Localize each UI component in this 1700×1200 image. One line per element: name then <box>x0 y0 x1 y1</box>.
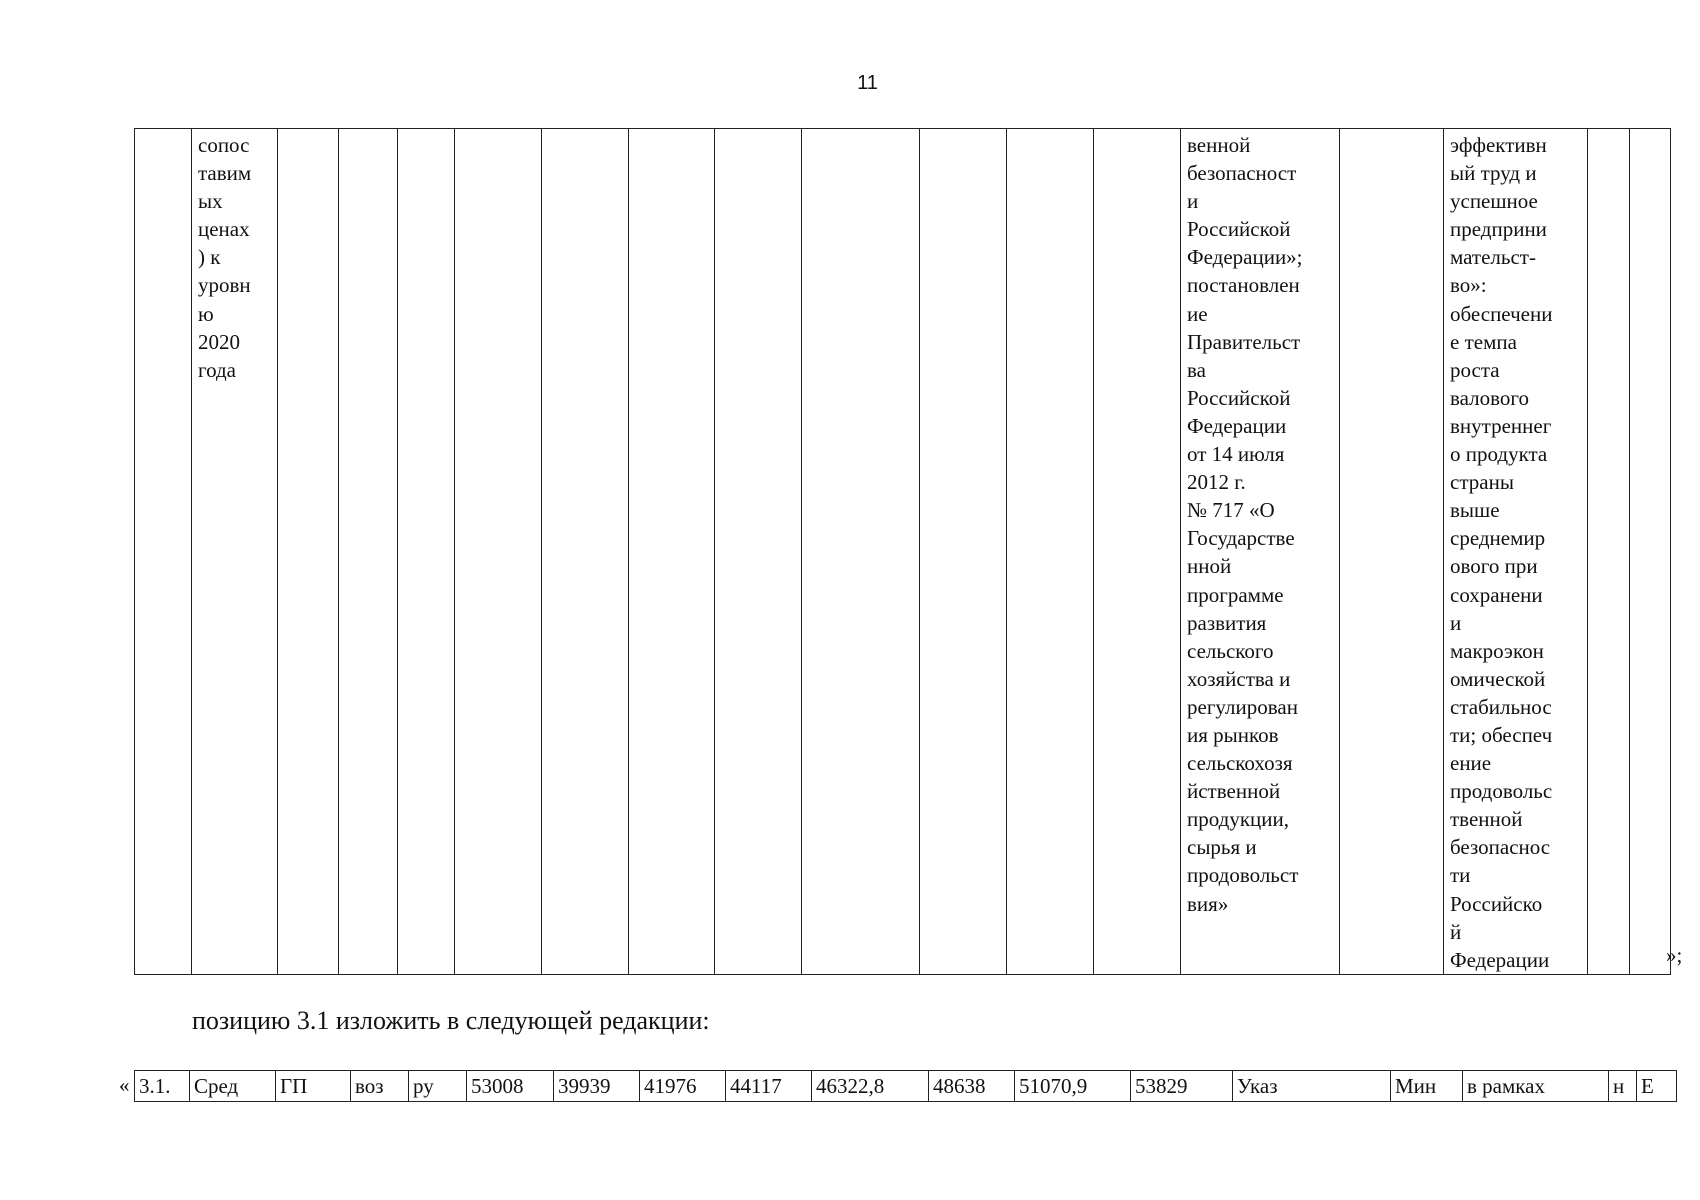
cell-line: ового при <box>1450 554 1538 579</box>
cell-line: стабильнос <box>1450 694 1552 719</box>
cell-line: безопасност <box>1187 161 1297 186</box>
cell-line: йственной <box>1187 779 1281 804</box>
table-cell <box>1630 129 1671 975</box>
cell-legal-basis: Указ <box>1233 1071 1391 1102</box>
cell-line: развития <box>1187 610 1267 635</box>
cell-line: и <box>1187 189 1199 214</box>
cell-value: 44117 <box>726 1071 812 1102</box>
cell-extra: Е <box>1637 1071 1677 1102</box>
cell-text-legal-basis <box>1181 129 1339 918</box>
cell-line: продовольст <box>1187 863 1299 888</box>
cell-line: уровн <box>198 273 251 298</box>
cell-line: продукции, <box>1187 807 1289 832</box>
cell-line: вия» <box>1187 891 1229 916</box>
cell-text-goal <box>1444 129 1587 974</box>
cell-text-indicator <box>192 129 277 384</box>
cell-line: венной <box>1187 133 1251 157</box>
cell-line: продовольс <box>1450 779 1553 804</box>
cell-line: 2012 г. <box>1187 470 1246 495</box>
cell-line: от 14 июля <box>1187 442 1285 467</box>
table-cell <box>920 129 1007 975</box>
cell-line: е темпа <box>1450 329 1517 354</box>
cell-line: Федерации»; <box>1187 245 1303 270</box>
table-cell <box>1588 129 1630 975</box>
cell-line: и <box>1450 610 1462 635</box>
cell-line: года <box>198 357 236 382</box>
table-cell <box>455 129 542 975</box>
cell-line: сельскохозя <box>1187 751 1293 776</box>
cell-value: 39939 <box>554 1071 640 1102</box>
table-cell <box>278 129 339 975</box>
cell-line: ю <box>198 301 214 326</box>
cell-line: Российско <box>1450 891 1543 916</box>
table-cell-legal-basis <box>1181 129 1340 975</box>
cell-goal-text: в рамках <box>1467 1074 1545 1098</box>
cell-value: 41976 <box>640 1071 726 1102</box>
opening-quote: « <box>119 1073 130 1097</box>
cell-direction: воз <box>351 1071 409 1102</box>
cell-line: безопаснос <box>1450 835 1551 860</box>
table-cell <box>802 129 920 975</box>
cell-indicator: Сред <box>190 1071 276 1102</box>
cell-line: внутреннег <box>1450 413 1552 438</box>
table-cell-goal <box>1444 129 1588 975</box>
cell-line: твенной <box>1450 807 1523 832</box>
cell-line: тавим <box>198 161 252 186</box>
table-cell <box>629 129 715 975</box>
cell-line: й <box>1450 919 1462 944</box>
cell-responsible: Мин <box>1391 1071 1463 1102</box>
cell-line: среднемир <box>1450 526 1546 551</box>
cell-number: 3.1. <box>135 1071 190 1102</box>
cell-line: ценах <box>198 217 250 242</box>
cell-line: успешное <box>1450 189 1538 214</box>
table-row <box>135 129 1671 975</box>
cell-line: страны <box>1450 470 1514 495</box>
cell-line: ение <box>1450 751 1492 776</box>
cell-line: мательст- <box>1450 245 1536 270</box>
cell-line: валового <box>1450 385 1529 410</box>
cell-line: ) к <box>198 245 221 270</box>
cell-line: Российской <box>1187 385 1291 410</box>
position-3-1-table <box>134 1070 1677 1102</box>
cell-line: Федерации <box>1187 413 1287 438</box>
cell-value: 46322,8 <box>812 1071 929 1102</box>
cell-line: сопос <box>198 133 250 157</box>
table-cell <box>339 129 398 975</box>
closing-quote: »; <box>1666 943 1683 967</box>
cell-line: Государстве <box>1187 526 1295 551</box>
cell-line: № 717 «О <box>1187 498 1275 523</box>
cell-line: сырья и <box>1187 835 1257 860</box>
cell-line: нной <box>1187 554 1232 579</box>
cell-line: ие <box>1187 301 1208 326</box>
cell-line: Правительст <box>1187 329 1301 354</box>
table-cell <box>715 129 802 975</box>
cell-line: омической <box>1450 666 1546 691</box>
cell-line: во»: <box>1450 273 1487 298</box>
table-cell <box>398 129 455 975</box>
cell-line: сохранени <box>1450 582 1543 607</box>
cell-line: макроэкон <box>1450 638 1544 663</box>
table-row <box>135 1071 1677 1102</box>
cell-value: 53829 <box>1131 1071 1233 1102</box>
cell-line: ва <box>1187 357 1206 382</box>
table-cell <box>542 129 629 975</box>
cell-line: 2020 <box>198 329 240 354</box>
cell-line: о продукта <box>1450 442 1548 467</box>
cell-line: обеспечени <box>1450 301 1553 326</box>
cell-line: ти <box>1450 863 1471 888</box>
cell-line: выше <box>1450 498 1500 523</box>
cell-line: регулирован <box>1187 694 1298 719</box>
cell-line: Федерации <box>1450 947 1550 972</box>
cell-unit: ру <box>409 1071 467 1102</box>
table-cell <box>1094 129 1181 975</box>
cell-value: 53008 <box>467 1071 554 1102</box>
table-cell <box>1340 129 1444 975</box>
cell-line: ти; обеспеч <box>1450 722 1553 747</box>
cell-line: роста <box>1450 357 1500 382</box>
cell-line: программе <box>1187 582 1284 607</box>
cell-line: хозяйства и <box>1187 666 1291 691</box>
cell-extra: н <box>1609 1071 1637 1102</box>
cell-goal <box>1463 1071 1609 1102</box>
cell-value: 51070,9 <box>1015 1071 1131 1102</box>
cell-line: предприни <box>1450 217 1547 242</box>
cell-line: постановлен <box>1187 273 1300 298</box>
cell-line: сельского <box>1187 638 1274 663</box>
cell-line: ых <box>198 189 223 214</box>
cell-value: 48638 <box>929 1071 1015 1102</box>
cell-line: эффективн <box>1450 133 1547 157</box>
amendment-paragraph: позицию 3.1 изложить в следующей редакции: <box>192 1006 710 1035</box>
table-cell <box>135 129 192 975</box>
table-cell-indicator <box>192 129 278 975</box>
continued-table <box>134 128 1671 975</box>
page-number: 11 <box>857 72 878 94</box>
cell-line: ия рынков <box>1187 722 1279 747</box>
table-cell <box>1007 129 1094 975</box>
cell-line: ый труд и <box>1450 161 1537 186</box>
cell-program: ГП <box>276 1071 351 1102</box>
cell-line: Российской <box>1187 217 1291 242</box>
